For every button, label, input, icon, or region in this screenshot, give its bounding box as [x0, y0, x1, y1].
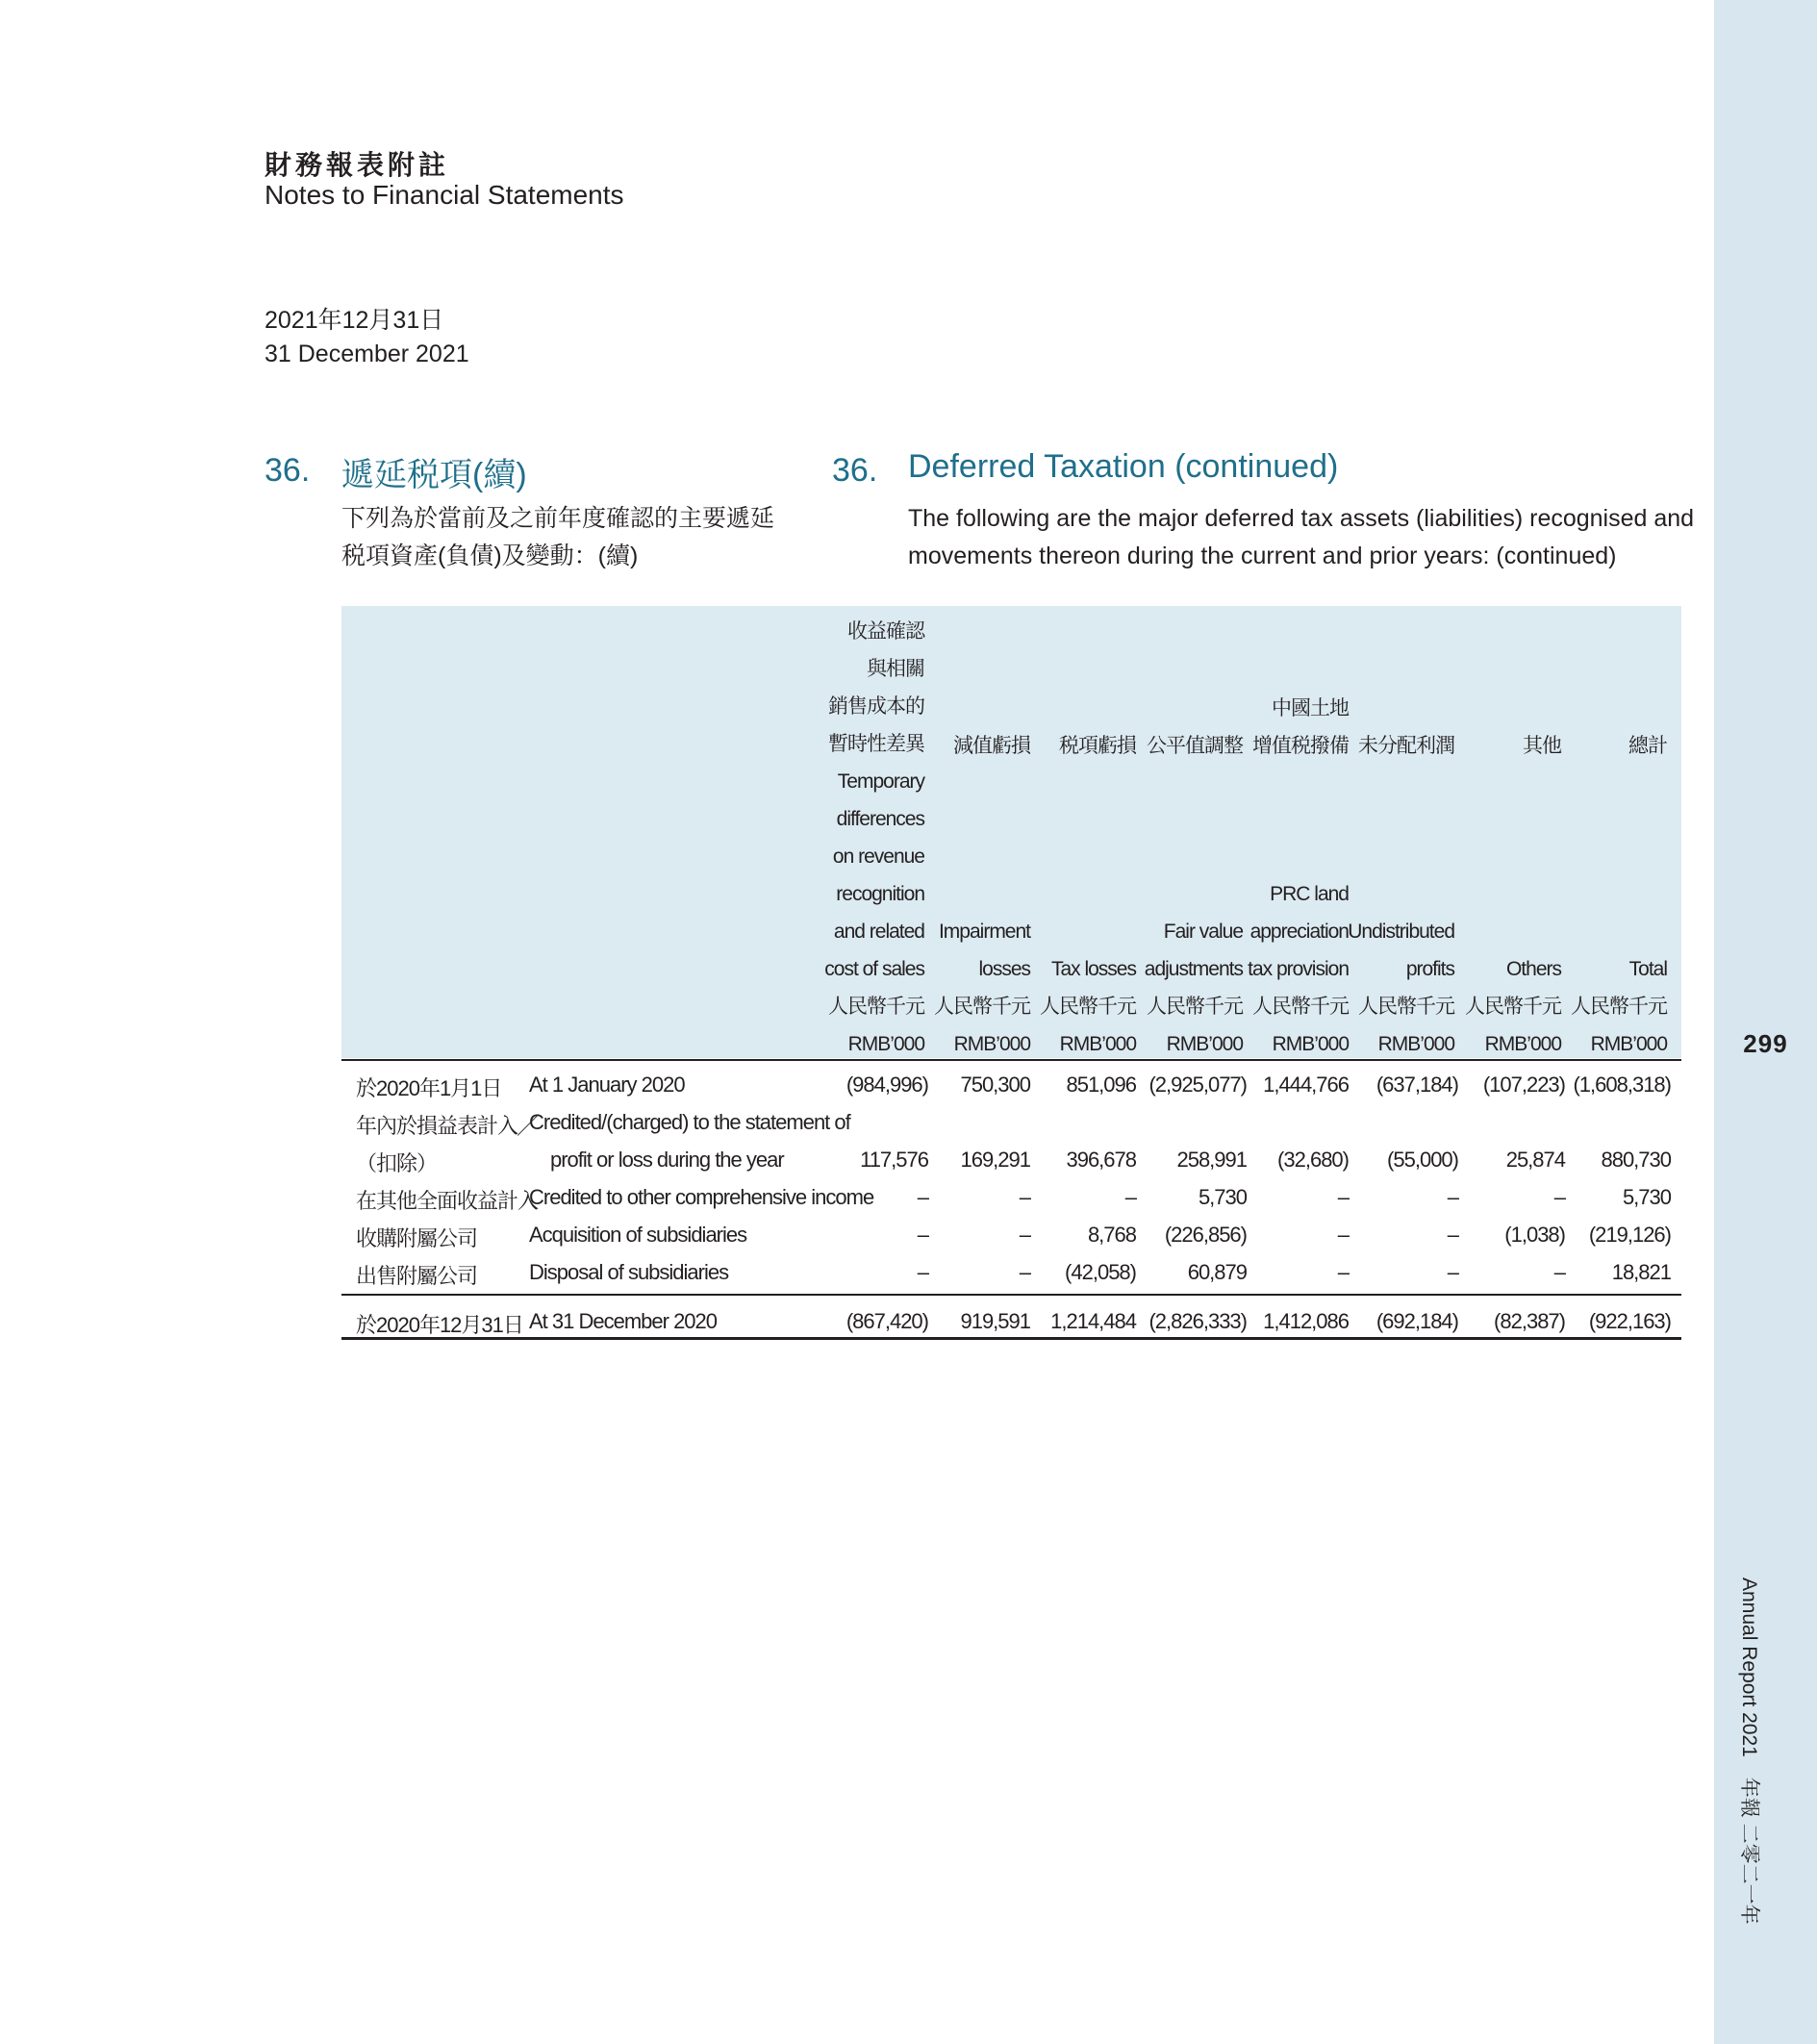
table-cell-value: 5,730 — [1198, 1185, 1247, 1209]
column-header-zh — [1059, 727, 1136, 765]
column-unit-zh-line: 人民幣千元 — [1358, 996, 1454, 1018]
column-header-en — [1248, 875, 1349, 988]
table-cell-value: (226,856) — [1164, 1223, 1247, 1247]
column-unit-zh — [934, 988, 1030, 1025]
table-cell-value: (2,925,077) — [1148, 1072, 1247, 1097]
column-header-zh-line: 收益確認 — [847, 620, 924, 643]
column-header-en-line: adjustments — [1144, 958, 1243, 980]
table-cell-value: (107,223) — [1482, 1072, 1565, 1097]
column-unit-en-line: RMB’000 — [1377, 1033, 1454, 1055]
column-header-zh-line: 總計 — [1628, 735, 1667, 757]
column-unit-en-line: RMB’000 — [1166, 1033, 1243, 1055]
column-header-zh — [953, 727, 1030, 765]
section-intro-en — [908, 500, 1694, 575]
section-title-zh: 遞延税項(續) — [341, 457, 527, 493]
column-header-en — [824, 763, 924, 988]
section-number-en: 36. — [832, 452, 878, 489]
side-caption: Annual Report 2021 年報 二零二一年 — [1738, 1577, 1760, 1925]
side-band — [1714, 0, 1817, 2044]
column-unit-en — [1060, 1025, 1136, 1063]
row-label-en: Disposal of subsidiaries — [529, 1260, 729, 1284]
column-unit-zh — [828, 988, 924, 1025]
column-unit-en-line: RMB’000 — [847, 1033, 924, 1055]
column-header-zh-line: 公平值調整 — [1147, 735, 1243, 757]
column-header-zh-line: 其他 — [1523, 735, 1561, 757]
table-cell-value: – — [917, 1223, 928, 1247]
row-label-en: Credited/(charged) to the statement of — [529, 1110, 850, 1134]
column-header-en-line: profits — [1405, 958, 1454, 980]
column-header-zh — [1628, 727, 1667, 765]
table-cell-value: – — [1019, 1260, 1030, 1284]
section-intro-zh-line: 下列為於當前及之前年度確認的主要遞延 — [341, 505, 775, 532]
column-header-zh — [1523, 727, 1561, 765]
header-title-en: Notes to Financial Statements — [265, 180, 624, 210]
row-label-zh: 出售附屬公司 — [356, 1264, 478, 1288]
column-header-en — [1506, 950, 1561, 988]
table-cell-value: – — [1337, 1223, 1349, 1247]
subtotal-rule — [341, 1294, 1681, 1296]
section-intro-en-line: movements thereon during the current and prior years: (continued) — [908, 543, 1617, 569]
column-header-en — [1629, 950, 1667, 988]
column-header-en — [1348, 913, 1454, 988]
column-header-zh-line: 中國土地 — [1272, 697, 1349, 719]
column-header-zh — [1252, 690, 1349, 765]
table-cell-value: 25,874 — [1505, 1148, 1565, 1172]
column-unit-zh — [1040, 988, 1136, 1025]
column-header-zh — [1147, 727, 1243, 765]
table-cell-value: 169,291 — [960, 1148, 1030, 1172]
column-header-en-line: PRC land — [1270, 883, 1349, 905]
column-unit-zh-line: 人民幣千元 — [1465, 996, 1561, 1018]
column-unit-zh — [1147, 988, 1243, 1025]
column-unit-en-line: RMB’000 — [1590, 1033, 1667, 1055]
total-rule — [341, 1337, 1681, 1340]
table-cell-value: (867,420) — [845, 1309, 928, 1333]
column-unit-zh-line: 人民幣千元 — [1147, 996, 1243, 1018]
column-header-en-line: Tax losses — [1050, 958, 1136, 980]
column-unit-en — [1167, 1025, 1243, 1063]
table-cell-value: 18,821 — [1611, 1260, 1671, 1284]
table-cell-value: 851,096 — [1066, 1072, 1136, 1097]
table-cell-value: – — [1447, 1185, 1458, 1209]
column-header-en-line: losses — [978, 958, 1030, 980]
row-label-zh: 年內於損益表計入╱ — [356, 1114, 539, 1138]
table-cell-value: (1,608,318) — [1573, 1072, 1671, 1097]
row-label-zh: 於2020年12月31日 — [356, 1313, 523, 1337]
column-unit-zh-line: 人民幣千元 — [1571, 996, 1667, 1018]
column-unit-zh — [1358, 988, 1454, 1025]
table-cell-value: (219,126) — [1588, 1223, 1671, 1247]
table-cell-value: 880,730 — [1601, 1148, 1671, 1172]
section-intro-en-line: The following are the major deferred tax assets (liabilities) recognised and — [908, 505, 1695, 532]
row-label-zh: 在其他全面收益計入 — [356, 1189, 539, 1213]
section-number-zh: 36. — [265, 452, 311, 489]
table-cell-value: (984,996) — [845, 1072, 928, 1097]
row-label-en: Credited to other comprehensive income — [529, 1185, 874, 1209]
column-header-zh-line: 與相關 — [867, 658, 924, 680]
column-header-zh-line: 未分配利潤 — [1358, 735, 1454, 757]
row-label-en: At 31 December 2020 — [529, 1309, 718, 1333]
column-header-en — [939, 913, 1030, 988]
column-unit-zh — [1465, 988, 1561, 1025]
header-title-zh: 財務報表附註 — [265, 149, 450, 181]
row-label-zh: 於2020年1月1日 — [356, 1076, 502, 1100]
table-cell-value: – — [1337, 1260, 1349, 1284]
column-header-en-line: recognition — [836, 883, 924, 905]
column-unit-en — [1485, 1025, 1561, 1063]
column-header-zh-line: 減值虧損 — [953, 735, 1030, 757]
column-header-en-line: Fair value — [1163, 921, 1243, 943]
column-unit-en — [848, 1025, 924, 1063]
table-cell-value: (637,184) — [1375, 1072, 1458, 1097]
column-unit-zh — [1571, 988, 1667, 1025]
column-header-en-line: appreciation — [1249, 921, 1349, 943]
column-unit-zh-line: 人民幣千元 — [1040, 996, 1136, 1018]
column-unit-zh — [1252, 988, 1349, 1025]
column-header-en — [1051, 950, 1136, 988]
table-cell-value: 8,768 — [1087, 1223, 1136, 1247]
section-intro-zh — [341, 500, 774, 575]
column-header-zh — [828, 613, 924, 763]
date-zh: 2021年12月31日 — [265, 307, 444, 334]
column-unit-zh-line: 人民幣千元 — [1252, 996, 1349, 1018]
table-cell-value: 60,879 — [1187, 1260, 1247, 1284]
column-unit-en-line: RMB’000 — [1484, 1033, 1561, 1055]
table-cell-value: 1,214,484 — [1050, 1309, 1136, 1333]
table-cell-value: 1,412,086 — [1263, 1309, 1349, 1333]
page-number: 299 — [1743, 1029, 1788, 1058]
column-unit-en-line: RMB’000 — [953, 1033, 1030, 1055]
column-header-en-line: and related — [833, 921, 924, 943]
table-cell-value: – — [1447, 1223, 1458, 1247]
date-en: 31 December 2021 — [265, 341, 469, 367]
column-unit-en — [954, 1025, 1030, 1063]
column-header-en-line: on revenue — [832, 845, 924, 868]
table-cell-value: – — [917, 1260, 928, 1284]
row-label-en: At 1 January 2020 — [529, 1072, 685, 1097]
header-rule — [341, 1059, 1681, 1061]
section-intro-zh-line: 税項資產(負債)及變動：(續) — [341, 543, 639, 569]
table-cell-value: 5,730 — [1622, 1185, 1671, 1209]
column-unit-en-line: RMB’000 — [1272, 1033, 1349, 1055]
table-cell-value: – — [1019, 1185, 1030, 1209]
table-cell-value: 396,678 — [1066, 1148, 1136, 1172]
section-title-en: Deferred Taxation (continued) — [908, 448, 1339, 485]
column-unit-en — [1273, 1025, 1349, 1063]
table-cell-value: (32,680) — [1277, 1148, 1349, 1172]
column-unit-en — [1378, 1025, 1454, 1063]
row-label-zh: （扣除） — [356, 1151, 438, 1175]
column-unit-en-line: RMB’000 — [1059, 1033, 1136, 1055]
table-cell-value: – — [917, 1185, 928, 1209]
row-label-en: profit or loss during the year — [550, 1148, 784, 1172]
column-header-zh-line: 銷售成本的 — [828, 695, 924, 718]
table-cell-value: (1,038) — [1504, 1223, 1565, 1247]
column-header-en — [1145, 913, 1243, 988]
column-header-en-line: cost of sales — [824, 958, 924, 980]
column-unit-en — [1591, 1025, 1667, 1063]
column-header-zh-line: 税項虧損 — [1059, 735, 1136, 757]
column-header-en-line: Temporary — [837, 770, 924, 793]
table-cell-value: – — [1124, 1185, 1136, 1209]
table-cell-value: 1,444,766 — [1263, 1072, 1349, 1097]
table-cell-value: – — [1447, 1260, 1458, 1284]
column-header-en-line: Impairment — [938, 921, 1030, 943]
table-cell-value: (692,184) — [1375, 1309, 1458, 1333]
table-cell-value: (922,163) — [1588, 1309, 1671, 1333]
table-cell-value: (55,000) — [1387, 1148, 1458, 1172]
column-header-en-line: differences — [836, 808, 924, 830]
table-cell-value: – — [1019, 1223, 1030, 1247]
row-label-en: Acquisition of subsidiaries — [529, 1223, 747, 1247]
column-header-zh-line: 增值税撥備 — [1252, 735, 1349, 757]
column-unit-zh-line: 人民幣千元 — [934, 996, 1030, 1018]
column-header-en-line: Total — [1628, 958, 1667, 980]
table-cell-value: 258,991 — [1176, 1148, 1247, 1172]
table-cell-value: 919,591 — [960, 1309, 1030, 1333]
row-label-zh: 收購附屬公司 — [356, 1226, 478, 1250]
column-header-en-line: tax provision — [1248, 958, 1349, 980]
column-header-en-line: Undistributed — [1348, 921, 1454, 943]
column-header-en-line: Others — [1505, 958, 1561, 980]
table-cell-value: (2,826,333) — [1148, 1309, 1247, 1333]
table-cell-value: 117,576 — [860, 1148, 928, 1172]
table-cell-value: 750,300 — [960, 1072, 1030, 1097]
table-cell-value: – — [1553, 1260, 1565, 1284]
table-cell-value: (42,058) — [1065, 1260, 1136, 1284]
column-unit-zh-line: 人民幣千元 — [828, 996, 924, 1018]
table-cell-value: – — [1337, 1185, 1349, 1209]
table-cell-value: (82,387) — [1494, 1309, 1565, 1333]
column-header-zh-line: 暫時性差異 — [828, 733, 924, 755]
column-header-zh — [1358, 727, 1454, 765]
table-cell-value: – — [1553, 1185, 1565, 1209]
